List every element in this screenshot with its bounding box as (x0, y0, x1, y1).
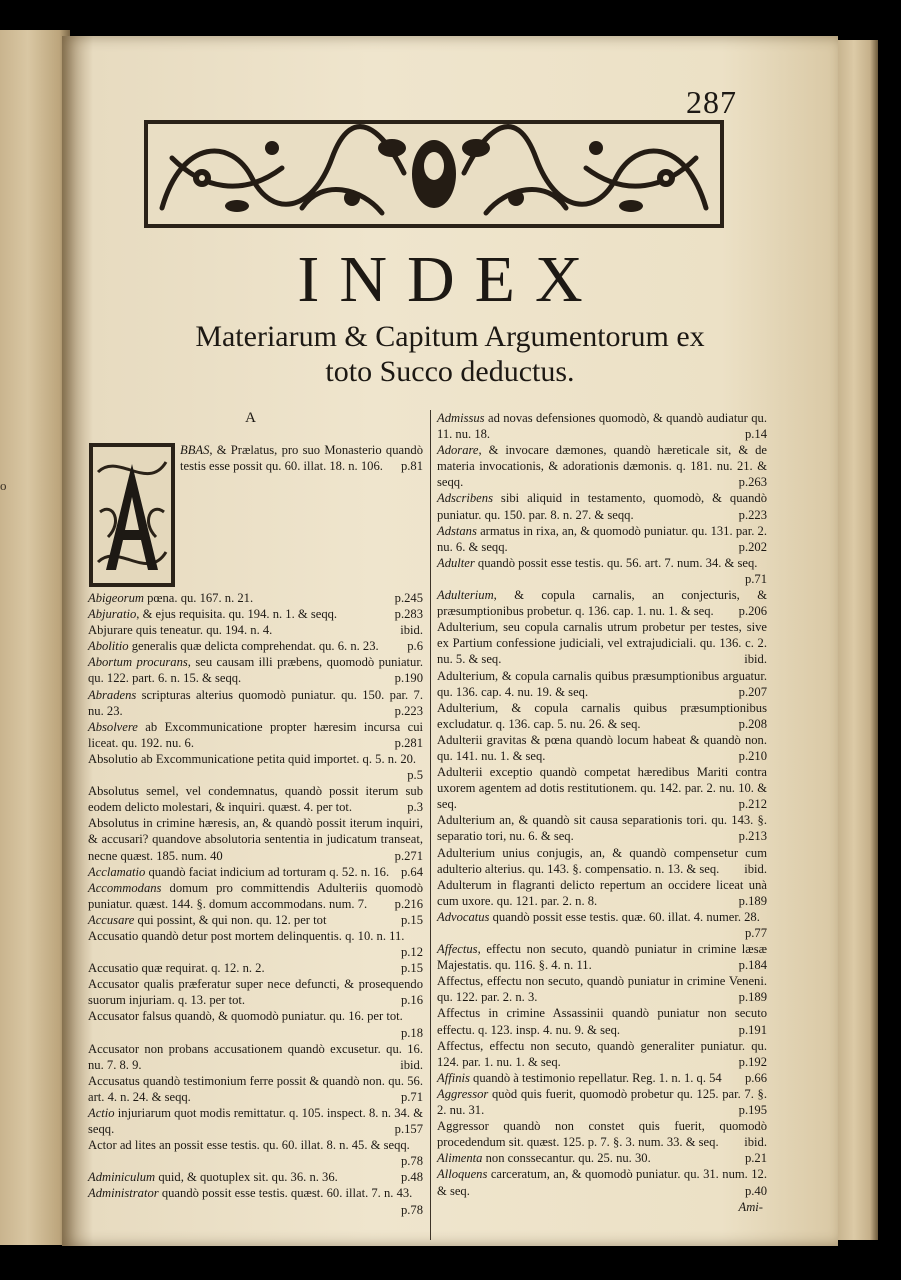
entry-text: Affectus, effectu non secuto, quandò generaliter puniatur. qu. 124. par. 1. nu. 1. & seq. (437, 1038, 767, 1069)
index-entry (437, 764, 767, 812)
subtitle-line-2: toto Succo deductus. (325, 355, 575, 388)
entry-page-ref: ibid. (744, 652, 767, 667)
entry-page-ref: p.212 (738, 797, 767, 812)
index-entry (437, 587, 767, 619)
entry-page-ref: p.213 (738, 829, 767, 844)
entry-headword: Affectus (437, 942, 478, 957)
entry-page-ref: p.48 (400, 1170, 423, 1185)
index-entry (437, 410, 767, 442)
entry-text: Adulterum in flagranti delicto repertum an occidere liceat unà cum uxore. qu. 121. par. 2. n. 8. (437, 877, 767, 908)
facing-page-edge (0, 30, 70, 1245)
entry-page-ref: p.271 (394, 848, 423, 863)
entry-page-ref: p.81 (400, 459, 423, 474)
entry-headword: Adminiculum (88, 1170, 156, 1185)
entry-text: , effectu non secuto, quandò puniatur in crimine læsæ Majestatis. qu. 116. §. 4. n. 11. (437, 942, 767, 973)
index-entry (437, 973, 767, 1005)
entry-text: Accusator falsus quandò, & quomodò puniatur. qu. 16. per tot. (88, 1009, 403, 1024)
entry-text: Accusatio quæ requirat. q. 12. n. 2. (88, 961, 265, 976)
entry-text: non conssecantur. qu. 25. nu. 30. (482, 1151, 651, 1166)
entry-text: Adulterium, & copula carnalis quibus præsumptionibus excludatur. q. 136. cap. 5. nu. 26. & seq. (437, 700, 767, 731)
index-entry (88, 960, 423, 976)
index-entry (88, 1137, 423, 1169)
entry-text: quid, & quotuplex sit. qu. 36. n. 36. (155, 1170, 338, 1185)
entry-text: Adulterium an, & quandò sit causa separationis tori. qu. 143. §. separatio tori, nu. 6. & seq. (437, 813, 767, 844)
right-column (437, 410, 767, 1215)
entry-text: , & invocare dæmones, quandò hæreticale sit, & de materia invocationis, & adorationis dæmonis. q. 181. nu. 21. & seqq. (437, 443, 767, 490)
entry-page-ref: p.195 (738, 1103, 767, 1118)
entry-headword: Abigeorum (88, 591, 144, 605)
entry-text: Adulterium, & copula carnalis quibus præsumptionibus arguatur. qu. 136. cap. 4. nu. 19. & seq. (437, 668, 767, 699)
entry-page-ref: p.184 (738, 958, 767, 973)
entry-headword: Abolitio (88, 639, 129, 654)
entry-headword: Affinis (437, 1070, 470, 1085)
entry-page-ref: p.14 (744, 427, 767, 442)
page-block-edge (838, 40, 878, 1240)
entry-text: Absolutus semel, vel condemnatus, quandò possit iterum sub eodem delicto molestari, & inquiri. quæst. 4. per tot. (88, 784, 423, 815)
index-entry (88, 590, 423, 606)
entry-page-ref: ibid. (400, 623, 423, 638)
index-entry (88, 912, 423, 928)
entry-headword: Aggressor (437, 1086, 489, 1101)
index-entry (437, 619, 767, 667)
entry-headword: Accusare (88, 912, 135, 927)
entry-text: quòd quis fuerit, quomodò probetur qu. 125. par. 7. §. 2. nu. 31. (437, 1086, 767, 1118)
entry-page-ref: p.64 (400, 864, 423, 879)
entry-page-ref: p.223 (394, 703, 423, 718)
entry-text: Adulterium unius conjugis, an, & quandò compensetur cum adulterio alterius. qu. 143. §. compensatio. n. 13. & seq. (437, 845, 767, 876)
entry-page-ref: p.66 (744, 1070, 767, 1085)
index-entry (437, 941, 767, 973)
entry-text: Absolutus in crimine hæresis, an, & quandò possit iterum inquiri, & accusari? quandove absolutoria sententia in judicatum transeat, necne quæst. 185. num. 40 (88, 816, 423, 863)
entry-text: , seu causam illi præbens, quomodò puniatur. qu. 122. part. 6. n. 15. & seqq. (88, 655, 423, 686)
index-entry (437, 732, 767, 764)
entry-page-ref: p.5 (407, 768, 423, 783)
entry-text: Adulterii exceptio quandò competat hæredibus Mariti contra uxorem agentem ad dotis restitutionem. qu. 142. par. 2. nu. 10. & seq. (437, 765, 767, 812)
entry-headword: Adulterium (437, 588, 494, 603)
entry-headword: Absolvere (88, 719, 138, 734)
entry-page-ref: p.71 (400, 1089, 423, 1104)
entry-text: , & Prælatus, pro suo Monasterio quandò testis esse possit qu. 60. illat. 18. n. 106. (180, 443, 423, 474)
entry-text: quandò possit esse testis. qu. 56. art. 7. num. 34. & seq. (474, 555, 758, 570)
entry-text: Accusatus quandò testimonium ferre possit & quandò non. qu. 56. art. 4. n. 24. & seqq. (88, 1073, 423, 1104)
index-entry (88, 864, 423, 880)
entry-text: Aggressor quandò non constet quis fuerit, quomodò procedendum sit. quæst. 125. p. 7. §. 3. num. 33. & seq. (437, 1119, 767, 1150)
entry-page-ref: p.208 (738, 716, 767, 731)
entry-headword: Alimenta (437, 1151, 483, 1166)
entry-page-ref: p.202 (738, 539, 767, 554)
entry-page-ref: p.3 (407, 800, 423, 815)
index-entry (437, 845, 767, 877)
entry-text: , & ejus requisita. qu. 194. n. 1. & seqq. (136, 607, 338, 622)
index-entry (88, 1073, 423, 1105)
entry-headword: BBAS (180, 443, 210, 457)
entry-page-ref: ibid. (400, 1057, 423, 1072)
entry-text: sibi aliquid in testamento, quomodò, & quandò puniatur. qu. 150. par. 8. n. 27. & seqq. (437, 491, 767, 522)
index-entry (437, 1150, 767, 1166)
entry-page-ref: p.78 (400, 1154, 423, 1169)
entry-text: Affectus, effectu non secuto, quandò puniatur in crimine Veneni. qu. 122. par. 2. n. 3. (437, 974, 767, 1005)
entry-page-ref: p.283 (394, 607, 423, 622)
entry-text: pœna. qu. 167. n. 21. (143, 591, 254, 605)
entry-text: Accusator qualis præferatur super nece defuncti, & prosequendo suorum injuriam. q. 13. per tot. (88, 977, 423, 1008)
entry-text: Affectus in crimine Assassinii quandò puniatur non secuto effectu. q. 123. insp. 4. nu. 9. & seq. (437, 1006, 767, 1037)
entry-page-ref: p.245 (394, 591, 423, 605)
index-entry (437, 812, 767, 844)
entry-page-ref: p.223 (738, 507, 767, 522)
entry-page-ref: p.6 (407, 639, 423, 654)
index-entry (437, 1166, 767, 1198)
entry-page-ref: p.78 (400, 1202, 423, 1217)
entry-page-ref: p.210 (738, 748, 767, 763)
index-entry (437, 1118, 767, 1150)
margin-mark: o (0, 478, 7, 493)
index-entry (437, 1086, 767, 1118)
index-entry (88, 1008, 423, 1040)
entry-headword: Administrator (88, 1186, 159, 1201)
index-entry (88, 880, 423, 912)
index-entry (88, 928, 423, 960)
index-entry (88, 815, 423, 863)
index-entry (437, 1005, 767, 1037)
entry-text: qui possint, & qui non. qu. 12. per tot (134, 912, 327, 927)
entry-text: quandò possit esse testis. quæ. 60. illat. 4. numer. 28. (489, 909, 760, 924)
index-entry (437, 490, 767, 522)
column-rule (430, 410, 431, 1240)
entry-page-ref: p.189 (738, 893, 767, 908)
section-letter: A (245, 410, 256, 426)
index-entry (437, 877, 767, 909)
entry-page-ref: p.15 (400, 961, 423, 976)
index-entry (437, 668, 767, 700)
catchword: Ami- (738, 1199, 763, 1214)
entry-text: quandò possit esse testis. quæst. 60. illat. 7. n. 43. (158, 1186, 413, 1201)
entry-headword: Admissus (437, 411, 485, 425)
index-entry (88, 1105, 423, 1137)
index-entry (88, 1041, 423, 1073)
entry-page-ref: p.16 (400, 993, 423, 1008)
entry-headword: Adulter (437, 555, 475, 570)
entry-text: injuriarum quot modis remittatur. q. 105. inspect. 8. n. 34. & seqq. (88, 1106, 423, 1137)
entry-headword: Advocatus (437, 909, 490, 924)
entry-page-ref: p.190 (394, 671, 423, 686)
entry-text: Absolutio ab Excommunicatione petita quid importet. q. 5. n. 20. (88, 751, 417, 766)
index-entry (437, 1070, 767, 1086)
index-entry (437, 1038, 767, 1070)
entry-page-ref: p.21 (744, 1151, 767, 1166)
entry-text: Adulterium, seu copula carnalis utrum probetur per testes, sive ex Partium confessione judiciali, vel extrajudiciali. qu. 136. c. 2. nu. 5. & seq. (437, 620, 767, 667)
entry-text: ab Excommunicatione propter hæresim incursa cui liceat. qu. 192. nu. 6. (88, 719, 423, 750)
entry-text: carceratum, an, & quomodò puniatur. qu. 31. num. 12. & seq. (437, 1167, 767, 1198)
entry-page-ref: p.71 (744, 571, 767, 586)
entry-page-ref: p.192 (738, 1054, 767, 1069)
entry-headword: Abjuratio (88, 607, 137, 622)
entry-page-ref: p.263 (738, 475, 767, 490)
entry-headword: Abradens (88, 687, 137, 702)
entry-text: quandò faciat indicium ad torturam q. 52. n. 16. (145, 864, 390, 879)
entry-text: Abjurare quis teneatur. qu. 194. n. 4. (88, 623, 273, 638)
index-entry (437, 909, 767, 941)
index-entry (88, 687, 423, 719)
entry-headword: Adorare (437, 443, 479, 458)
entry-page-ref: p.77 (744, 926, 767, 940)
index-entry (88, 654, 423, 686)
entry-text: quandò à testimonio repellatur. Reg. 1. n. 1. q. 54 (469, 1070, 722, 1085)
page-number: 287 (686, 84, 737, 120)
entry-headword: Abortum procurans (88, 655, 188, 670)
entry-page-ref: p.18 (400, 1025, 423, 1040)
entry-page-ref: p.216 (394, 896, 423, 911)
entry-page-ref: p.157 (394, 1122, 423, 1137)
entry-page-ref: p.281 (394, 735, 423, 750)
index-entry (88, 1185, 423, 1217)
entry-headword: Accommodans (88, 880, 162, 895)
entry-page-ref: ibid. (744, 1135, 767, 1150)
entry-headword: Adscribens (437, 491, 493, 506)
index-entry (437, 523, 767, 555)
index-entry (88, 751, 423, 783)
entry-page-ref: p.189 (738, 990, 767, 1005)
left-column (88, 410, 423, 1218)
entry-page-ref: p.12 (400, 945, 423, 960)
entry-page-ref: p.40 (744, 1183, 767, 1198)
entry-page-ref: p.206 (738, 604, 767, 619)
entry-page-ref: p.191 (738, 1022, 767, 1037)
index-entry (88, 622, 423, 638)
index-entry (437, 700, 767, 732)
headpiece-ornament (142, 118, 726, 230)
entry-headword: Acclamatio (88, 864, 146, 879)
entry-text: , & copula carnalis, an conjecturis, & præsumptionibus probetur. q. 136. cap. 1. nu. 1. & seq. (437, 588, 767, 619)
entry-page-ref: p.15 (400, 912, 423, 927)
entry-text: Adulterii gravitas & pœna quandò locum habeat & quandò non. qu. 141. nu. 1. & seq. (437, 732, 767, 763)
index-entry (437, 555, 767, 587)
entry-headword: Adstans (437, 523, 477, 538)
entry-page-ref: p.207 (738, 684, 767, 699)
index-entry (88, 719, 423, 751)
entry-text: domum pro committendis Adulteriis quomodò puniatur. quæst. 144. §. domum accommodans. num. 7. (88, 880, 423, 911)
entry-text: Accusator non probans accusationem quandò excusetur. qu. 16. nu. 7. 8. 9. (88, 1041, 423, 1072)
index-entry (88, 783, 423, 815)
index-entry (437, 442, 767, 490)
index-entry (88, 638, 423, 654)
entry-text: generalis quæ delicta comprehendat. qu. 6. n. 23. (128, 639, 379, 654)
entry-headword: Alloquens (437, 1167, 488, 1182)
subtitle-line-1: Materiarum & Capitum Argumentorum ex (195, 320, 705, 353)
index-entry (88, 1169, 423, 1185)
index-entry (88, 976, 423, 1008)
entry-text: scripturas alterius quomodò puniatur. qu. 150. par. 7. nu. 23. (88, 687, 423, 718)
index-title: INDEX (297, 243, 603, 316)
entry-text: Accusatio quandò detur post mortem delinquentis. q. 10. n. 11. (88, 928, 405, 943)
entry-text: ad novas defensiones quomodò, & quandò audiatur qu. 11. nu. 18. (437, 411, 767, 442)
entry-headword: Actio (88, 1106, 115, 1120)
index-entry (88, 606, 423, 622)
entry-text: armatus in rixa, an, & quomodò puniatur. qu. 131. par. 2. nu. 6. & seqq. (437, 523, 767, 554)
entry-text: Actor ad lites an possit esse testis. qu. 60. illat. 8. n. 45. & seqq. (88, 1138, 410, 1153)
decorated-initial-a-icon (88, 442, 176, 588)
entry-page-ref: ibid. (744, 861, 767, 876)
